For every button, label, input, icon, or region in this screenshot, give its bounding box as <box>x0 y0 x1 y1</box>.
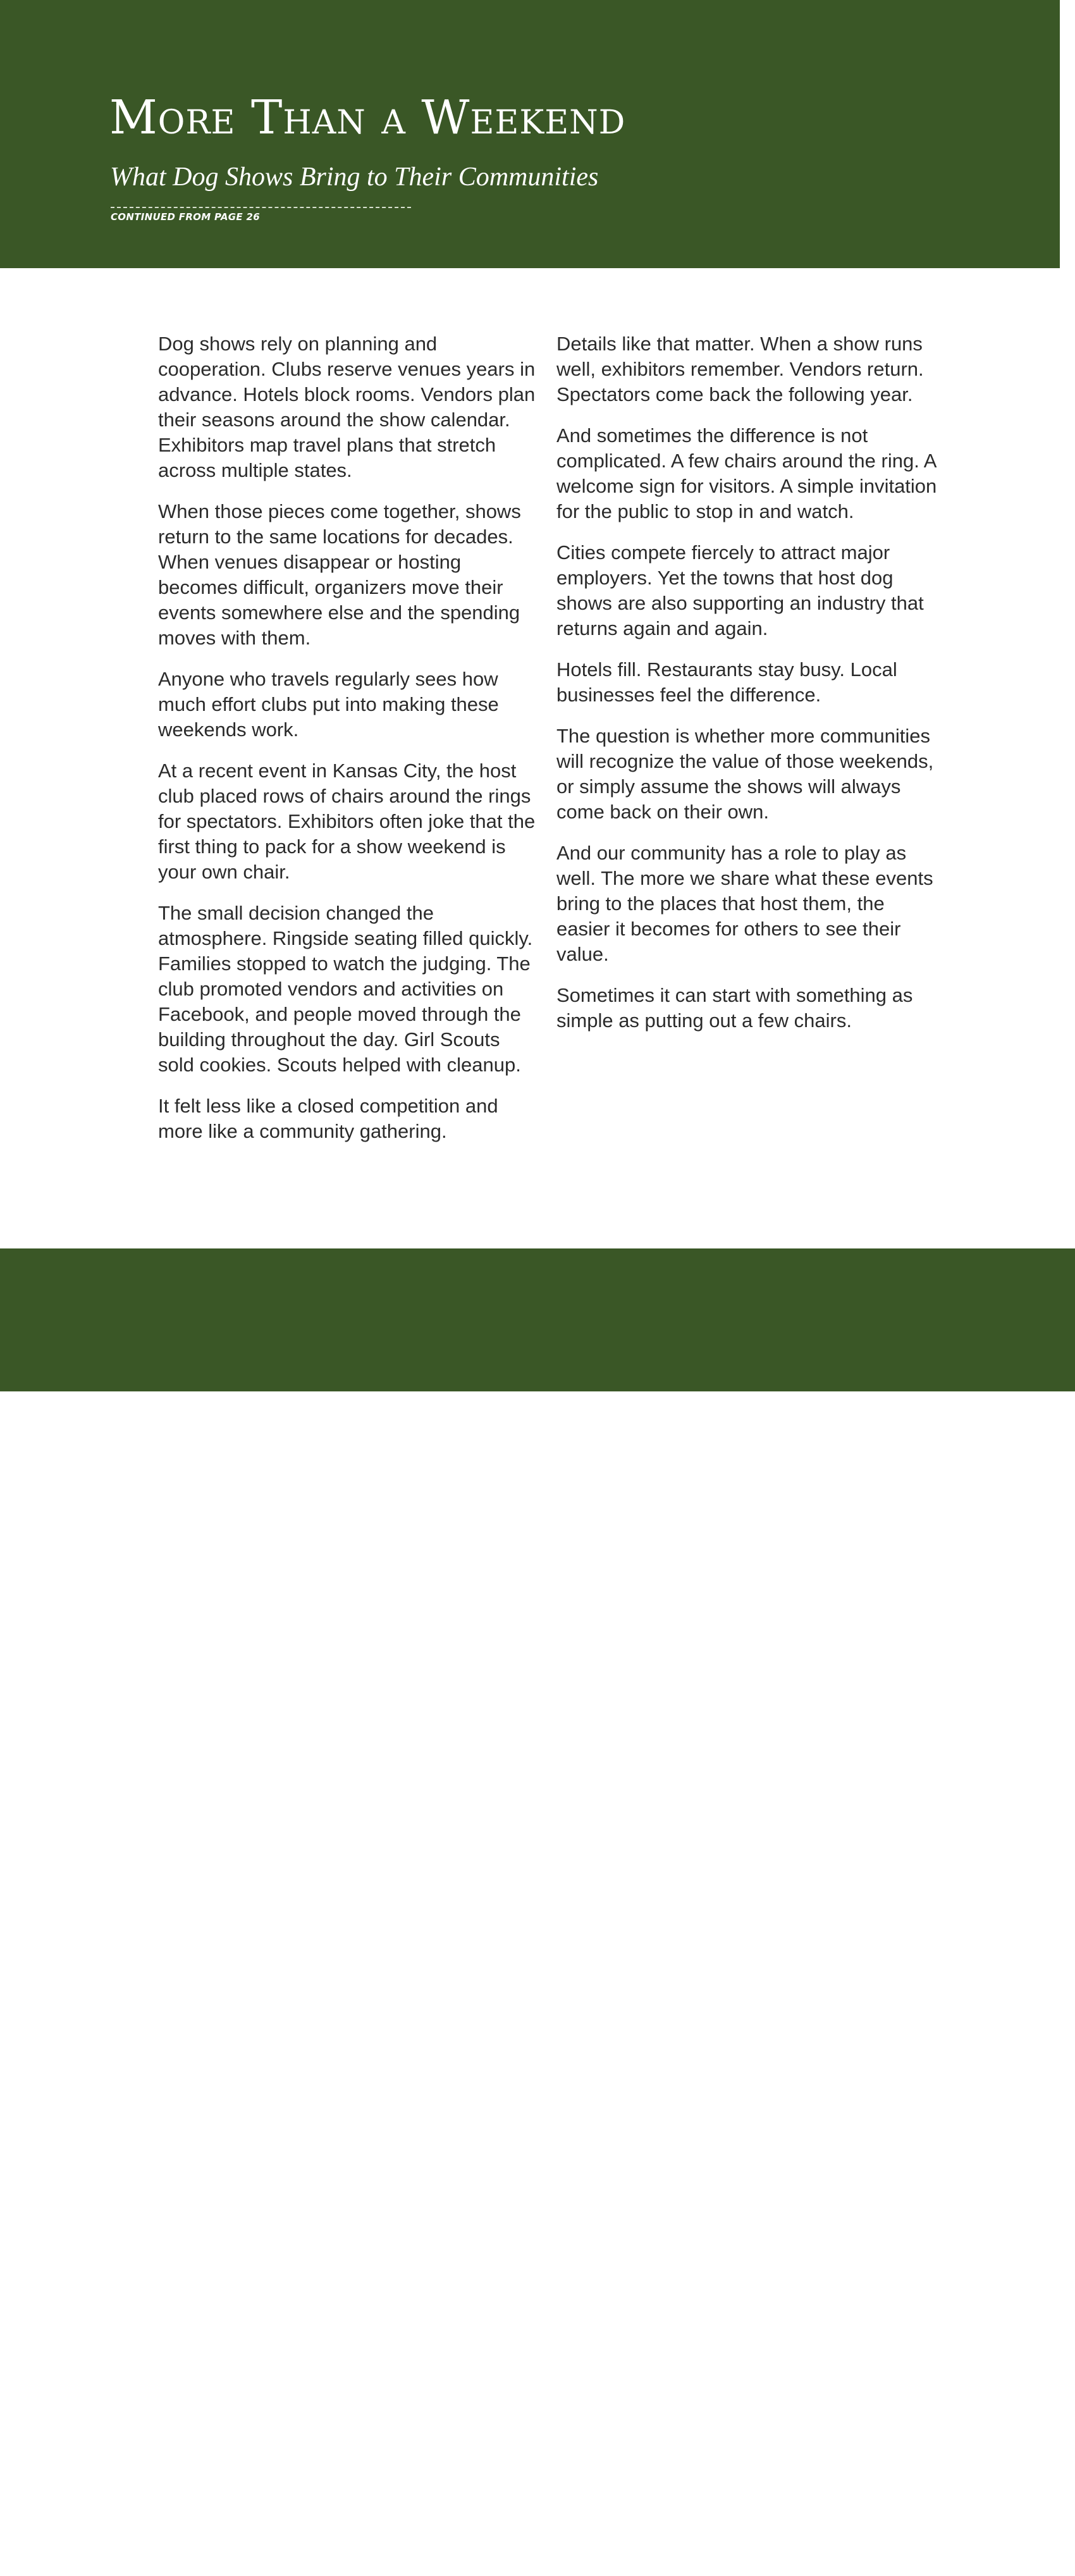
continued-from-note: CONTINUED FROM PAGE 26 <box>111 211 260 223</box>
paragraph: Dog shows rely on planning and cooperation. Clubs reserve venues years in advance. Hotels block rooms. Vendors plan their seasons around the show calendar. Exhibitors map travel plans that stretch across multiple states. <box>158 333 536 481</box>
paragraph: It felt less like a closed competition and more like a community gathering. <box>158 1095 498 1142</box>
paragraph: And our community has a role to play as well. The more we share what these events bring to the places that host them, the easier it becomes for others to see their value. <box>556 842 933 965</box>
article-column-left <box>158 331 541 1160</box>
paragraph: The small decision changed the atmosphere. Ringside seating filled quickly. Families stopped to watch the judging. The club promoted vendors and activities on Facebook, and people moved through the building throughout the day. Girl Scouts sold cookies. Scouts helped with cleanup. <box>158 902 533 1076</box>
header-band <box>0 0 1060 268</box>
paragraph: Details like that matter. When a show runs well, exhibitors remember. Vendors return. Spectators come back the following year. <box>556 333 924 405</box>
dashed-divider <box>111 207 411 208</box>
article-subtitle: What Dog Shows Bring to Their Communities <box>110 163 599 192</box>
paragraph: Hotels fill. Restaurants stay busy. Local businesses feel the difference. <box>556 658 897 706</box>
paragraph: Cities compete fiercely to attract major employers. Yet the towns that host dog shows are also supporting an industry that returns again and again. <box>556 541 924 639</box>
paragraph: The question is whether more communities will recognize the value of those weekends, or simply assume the shows will always come back on their own. <box>556 725 934 823</box>
page-folio: 60 DOG NEWS MAGAZINE <box>79 2556 306 2576</box>
paragraph: At a recent event in Kansas City, the host club placed rows of chairs around the rings for spectators. Exhibitors often joke that the first thing to pack for a show weekend is your own chair. <box>158 760 536 883</box>
paragraph: And sometimes the difference is not complicated. A few chairs around the ring. A welcome sign for visitors. A simple invitation for the public to stop in and watch. <box>556 424 937 522</box>
article-title: More Than a Weekend <box>109 90 626 145</box>
paragraph: Sometimes it can start with something as simple as putting out a few chairs. <box>556 984 913 1032</box>
paragraph: When those pieces come together, shows return to the same locations for decades. When venues disappear or hosting becomes difficult, organizers move their events somewhere else and the spending moves with them. <box>158 500 521 649</box>
article-column-right <box>556 331 939 1049</box>
footer-band <box>0 1248 1075 2576</box>
paragraph: Anyone who travels regularly sees how much effort clubs put into making these weekends work. <box>158 668 499 741</box>
